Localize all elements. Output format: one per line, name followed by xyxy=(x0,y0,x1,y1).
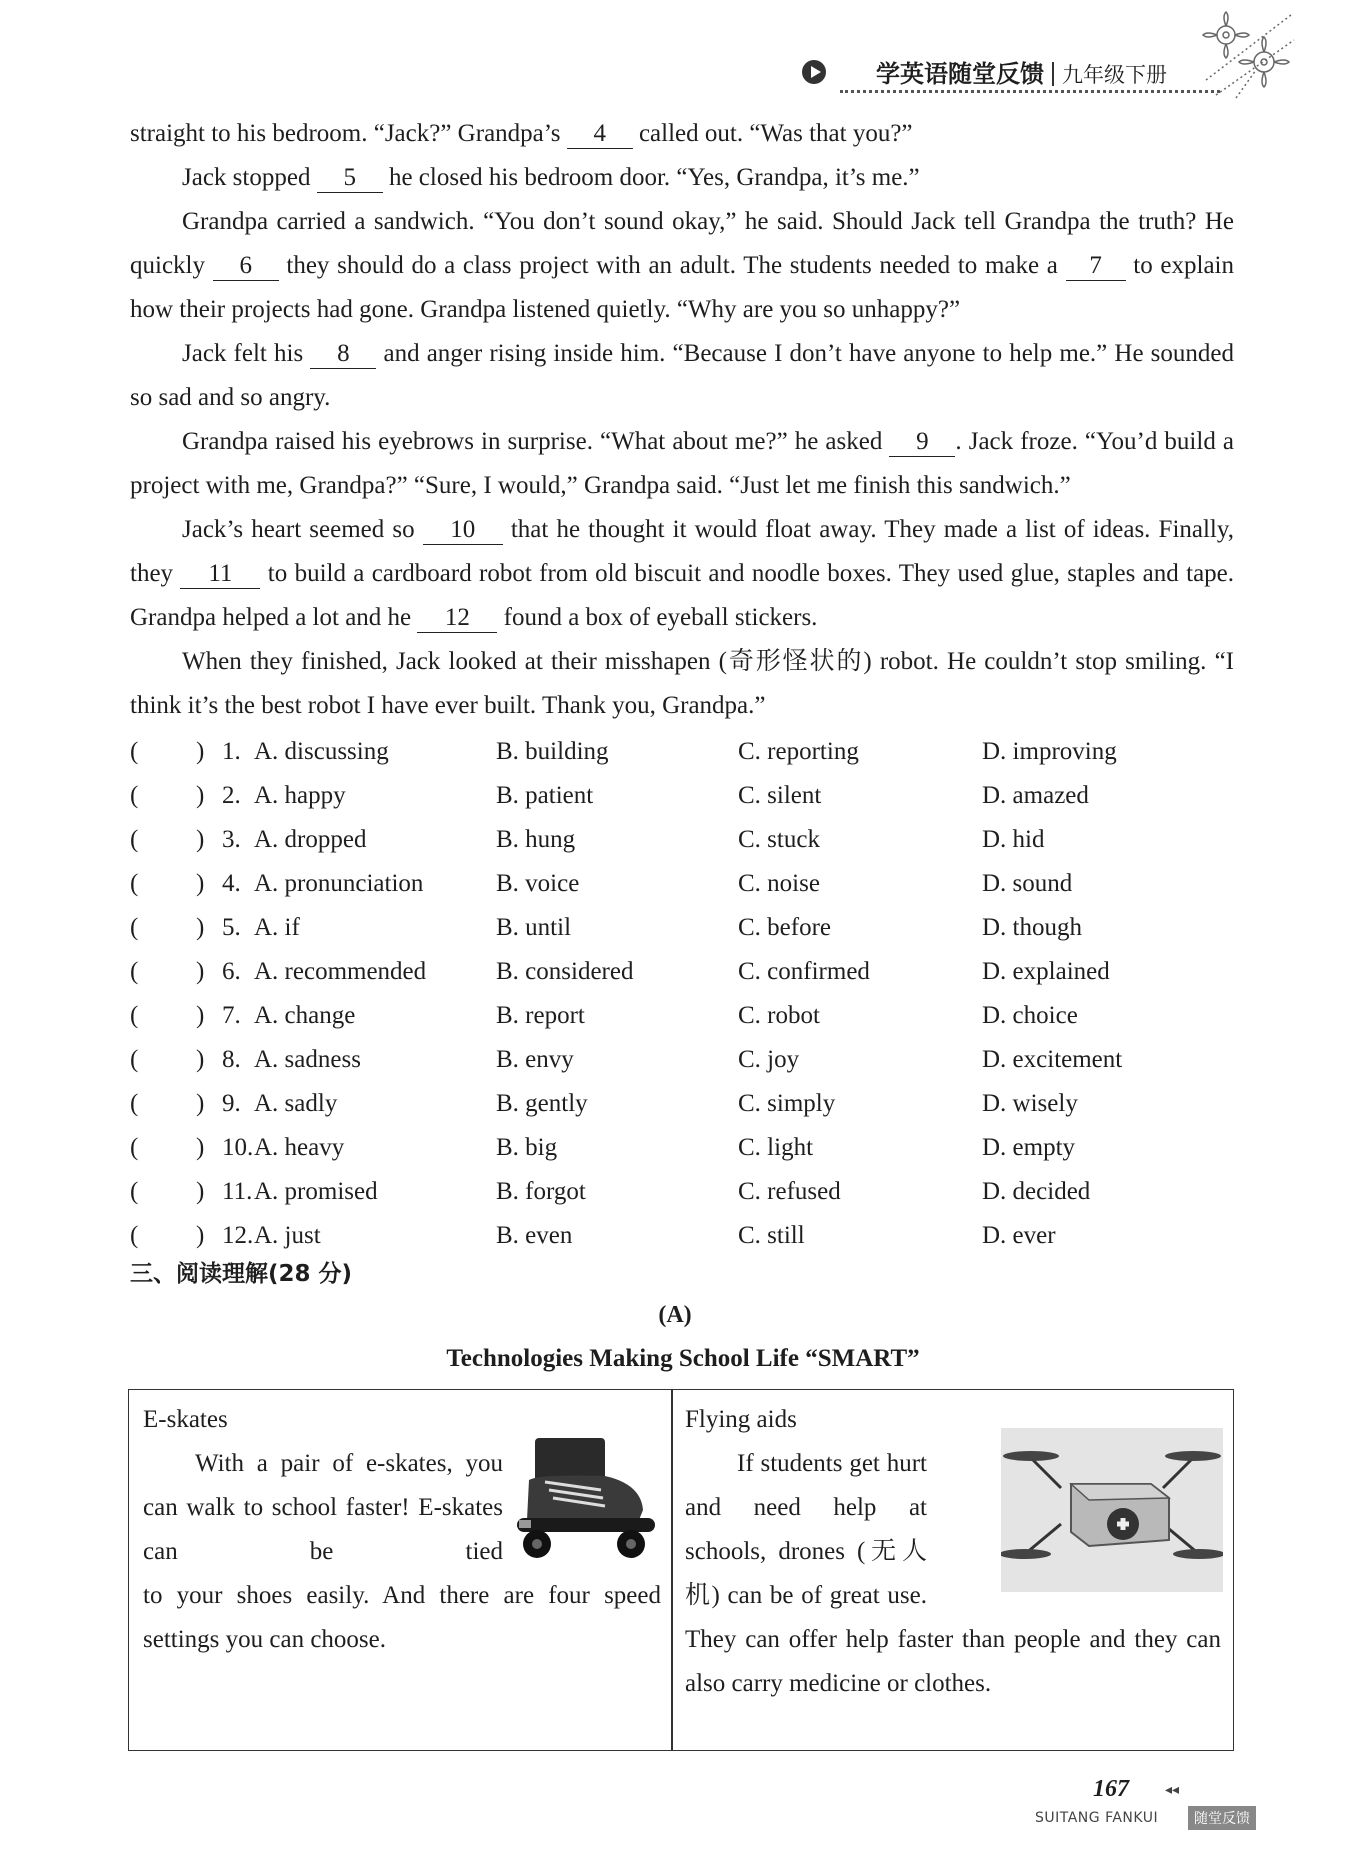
answer-paren-open[interactable]: ( xyxy=(130,782,139,809)
question-number: 7. xyxy=(222,1002,241,1029)
question-row xyxy=(130,1134,1234,1178)
page-header xyxy=(796,52,1216,92)
option-d[interactable]: D. explained xyxy=(982,958,1110,985)
question-number: 8. xyxy=(222,1046,241,1073)
option-a[interactable]: A. sadness xyxy=(254,1046,361,1073)
answer-paren-close: ) xyxy=(196,1046,205,1073)
flying-aids-heading: Flying aids xyxy=(685,1406,797,1433)
option-c[interactable]: C. still xyxy=(738,1222,805,1249)
option-a[interactable]: A. recommended xyxy=(254,958,427,985)
option-b[interactable]: B. forgot xyxy=(496,1178,586,1205)
page-arrow-icon: ◂◂ xyxy=(1165,1783,1180,1798)
option-b[interactable]: B. report xyxy=(496,1002,585,1029)
answer-paren-open[interactable]: ( xyxy=(130,914,139,941)
blank-4[interactable]: 4 xyxy=(567,120,633,149)
blank-6[interactable]: 6 xyxy=(213,252,279,281)
book-title: 学英语随堂反馈 九年级下册 xyxy=(876,60,1167,88)
question-number: 11. xyxy=(222,1178,253,1205)
option-b[interactable]: B. considered xyxy=(496,958,634,985)
option-b[interactable]: B. voice xyxy=(496,870,580,897)
question-row xyxy=(130,1090,1234,1134)
option-b[interactable]: B. patient xyxy=(496,782,594,809)
option-b[interactable]: B. envy xyxy=(496,1046,574,1073)
option-d[interactable]: D. wisely xyxy=(982,1090,1078,1117)
answer-paren-close: ) xyxy=(196,1002,205,1029)
question-row xyxy=(130,738,1234,782)
option-b[interactable]: B. until xyxy=(496,914,572,941)
answer-paren-open[interactable]: ( xyxy=(130,1090,139,1117)
option-c[interactable]: C. stuck xyxy=(738,826,820,853)
question-number: 2. xyxy=(222,782,241,809)
blank-7[interactable]: 7 xyxy=(1066,252,1126,281)
question-number: 10. xyxy=(222,1134,254,1161)
footer-brand-cn: 随堂反馈 xyxy=(1188,1806,1256,1830)
passage-paragraph-4: Jack felt his 8 and anger rising inside him. “Because I don’t have anyone to help me.” He sounded so sad and so angry. xyxy=(130,340,1235,411)
option-a[interactable]: A. promised xyxy=(254,1178,378,1205)
option-d[interactable]: D. hid xyxy=(982,826,1045,853)
option-c[interactable]: C. joy xyxy=(738,1046,800,1073)
blank-11[interactable]: 11 xyxy=(180,560,260,589)
passage-paragraph-6: Jack’s heart seemed so 10 that he thought it would float away. They made a list of ideas. Finally, they 11 to build a cardboard robot from old biscuit and noodle boxes. They used glue, staples and tape. Grandpa helped a lot and he 12 found a box of eyeball stickers. xyxy=(130,516,1235,631)
option-d[interactable]: D. amazed xyxy=(982,782,1089,809)
option-c[interactable]: C. confirmed xyxy=(738,958,870,985)
title-separator xyxy=(1052,62,1054,86)
option-a[interactable]: A. happy xyxy=(254,782,346,809)
answer-paren-open[interactable]: ( xyxy=(130,870,139,897)
option-a[interactable]: A. change xyxy=(254,1002,356,1029)
question-number: 6. xyxy=(222,958,241,985)
answer-paren-close: ) xyxy=(196,782,205,809)
passage-paragraph-7: When they finished, Jack looked at their misshapen (奇形怪状的) robot. He couldn’t stop smiling. “I think it’s the best robot I have ever built. Thank you, Grandpa.” xyxy=(130,648,1234,719)
answer-paren-close: ) xyxy=(196,958,205,985)
e-skate-shoe-icon xyxy=(509,1436,657,1564)
option-d[interactable]: D. empty xyxy=(982,1134,1076,1161)
question-row xyxy=(130,1178,1234,1222)
option-d[interactable]: D. decided xyxy=(982,1178,1091,1205)
option-a[interactable]: A. discussing xyxy=(254,738,389,765)
question-number: 3. xyxy=(222,826,241,853)
blank-8[interactable]: 8 xyxy=(310,340,376,369)
question-number: 5. xyxy=(222,914,241,941)
answer-paren-close: ) xyxy=(196,1178,205,1205)
answer-paren-close: ) xyxy=(196,914,205,941)
option-c[interactable]: C. noise xyxy=(738,870,820,897)
blank-10[interactable]: 10 xyxy=(423,516,503,545)
option-c[interactable]: C. robot xyxy=(738,1002,820,1029)
option-d[interactable]: D. ever xyxy=(982,1222,1056,1249)
flying-aids-text-2: They can offer help faster than people and they can also carry medicine or clothes. xyxy=(685,1626,1221,1697)
blank-12[interactable]: 12 xyxy=(417,604,497,633)
passage-paragraph-5: Grandpa raised his eyebrows in surprise. “What about me?” he asked 9 . Jack froze. “You’d build a project with me, Grandpa?” “Sure, I would,” Grandpa said. “Just let me finish this sandwich.” xyxy=(130,428,1234,499)
flying-aids-text-1: If students get hurt and need help at schools, drones (无人机) can be of great use. xyxy=(685,1450,927,1609)
blank-5[interactable]: 5 xyxy=(317,164,383,193)
question-row xyxy=(130,958,1234,1002)
e-skates-text-2: to your shoes easily. And there are four speed settings you can choose. xyxy=(143,1582,661,1653)
option-a[interactable]: A. pronunciation xyxy=(254,870,424,897)
question-number: 4. xyxy=(222,870,241,897)
medical-drone-icon xyxy=(1001,1428,1223,1592)
option-c[interactable]: C. light xyxy=(738,1134,814,1161)
table-divider xyxy=(671,1390,673,1750)
answer-paren-close: ) xyxy=(196,738,205,765)
answer-paren-close: ) xyxy=(196,826,205,853)
e-skates-heading: E-skates xyxy=(143,1406,228,1433)
book-subtitle: 九年级下册 xyxy=(1062,63,1167,87)
part-label: (A) xyxy=(658,1302,692,1328)
question-number: 12. xyxy=(222,1222,254,1249)
option-b[interactable]: B. even xyxy=(496,1222,573,1249)
question-row xyxy=(130,826,1234,870)
option-d[interactable]: D. improving xyxy=(982,738,1117,765)
question-number: 9. xyxy=(222,1090,241,1117)
play-icon xyxy=(802,60,826,84)
option-b[interactable]: B. gently xyxy=(496,1090,588,1117)
flower-decoration-icon xyxy=(1196,10,1296,100)
option-c[interactable]: C. before xyxy=(738,914,832,941)
answer-paren-open[interactable]: ( xyxy=(130,1002,139,1029)
blank-9[interactable]: 9 xyxy=(889,428,955,457)
option-d[interactable]: D. sound xyxy=(982,870,1073,897)
question-row xyxy=(130,1046,1234,1090)
option-c[interactable]: C. refused xyxy=(738,1178,841,1205)
option-b[interactable]: B. hung xyxy=(496,826,576,853)
option-a[interactable]: A. dropped xyxy=(254,826,367,853)
answer-paren-open[interactable]: ( xyxy=(130,1134,139,1161)
answer-paren-close: ) xyxy=(196,1134,205,1161)
page-number: 167 xyxy=(1093,1776,1129,1802)
option-b[interactable]: B. big xyxy=(496,1134,558,1161)
answer-paren-close: ) xyxy=(196,870,205,897)
question-row xyxy=(130,870,1234,914)
option-c[interactable]: C. simply xyxy=(738,1090,836,1117)
section-title: 三、阅读理解(28 分) xyxy=(130,1261,353,1287)
technology-table xyxy=(128,1389,1234,1751)
header-dotted-line xyxy=(840,90,1220,93)
answer-paren-close: ) xyxy=(196,1222,205,1249)
cloze-passage xyxy=(130,112,1234,728)
option-a[interactable]: A. if xyxy=(254,914,300,941)
question-row xyxy=(130,914,1234,958)
answer-paren-open[interactable]: ( xyxy=(130,958,139,985)
option-b[interactable]: B. building xyxy=(496,738,609,765)
question-row xyxy=(130,782,1234,826)
answer-paren-close: ) xyxy=(196,1090,205,1117)
option-a[interactable]: A. heavy xyxy=(254,1134,345,1161)
option-d[interactable]: D. though xyxy=(982,914,1082,941)
option-c[interactable]: C. reporting xyxy=(738,738,859,765)
question-row xyxy=(130,1002,1234,1046)
passage-paragraph-2: Jack stopped 5 he closed his bedroom door. “Yes, Grandpa, it’s me.” xyxy=(182,164,920,191)
e-skates-text-1: With a pair of e-skates, you can walk to school faster! E-skates can be tied xyxy=(143,1450,503,1565)
answer-paren-open[interactable]: ( xyxy=(130,1222,139,1249)
footer-brand-en: SUITANG FANKUI xyxy=(1035,1810,1159,1826)
answer-paren-open[interactable]: ( xyxy=(130,826,139,853)
passage-title: Technologies Making School Life “SMART” xyxy=(446,1345,920,1372)
option-a[interactable]: A. just xyxy=(254,1222,321,1249)
passage-paragraph-3: Grandpa carried a sandwich. “You don’t sound okay,” he said. Should Jack tell Grandpa the truth? He quickly 6 they should do a class project with an adult. The students needed to make a 7 to explain how their projects had gone. Grandpa listened quietly. “Why are you so unhappy?” xyxy=(130,208,1234,323)
answer-paren-open[interactable]: ( xyxy=(130,1178,139,1205)
option-d[interactable]: D. excitement xyxy=(982,1046,1123,1073)
answer-paren-open[interactable]: ( xyxy=(130,1046,139,1073)
question-number: 1. xyxy=(222,738,241,765)
answer-paren-open[interactable]: ( xyxy=(130,738,139,765)
option-a[interactable]: A. sadly xyxy=(254,1090,338,1117)
passage-paragraph-1: straight to his bedroom. “Jack?” Grandpa’s 4 called out. “Was that you?” xyxy=(130,120,913,147)
option-d[interactable]: D. choice xyxy=(982,1002,1078,1029)
option-c[interactable]: C. silent xyxy=(738,782,822,809)
